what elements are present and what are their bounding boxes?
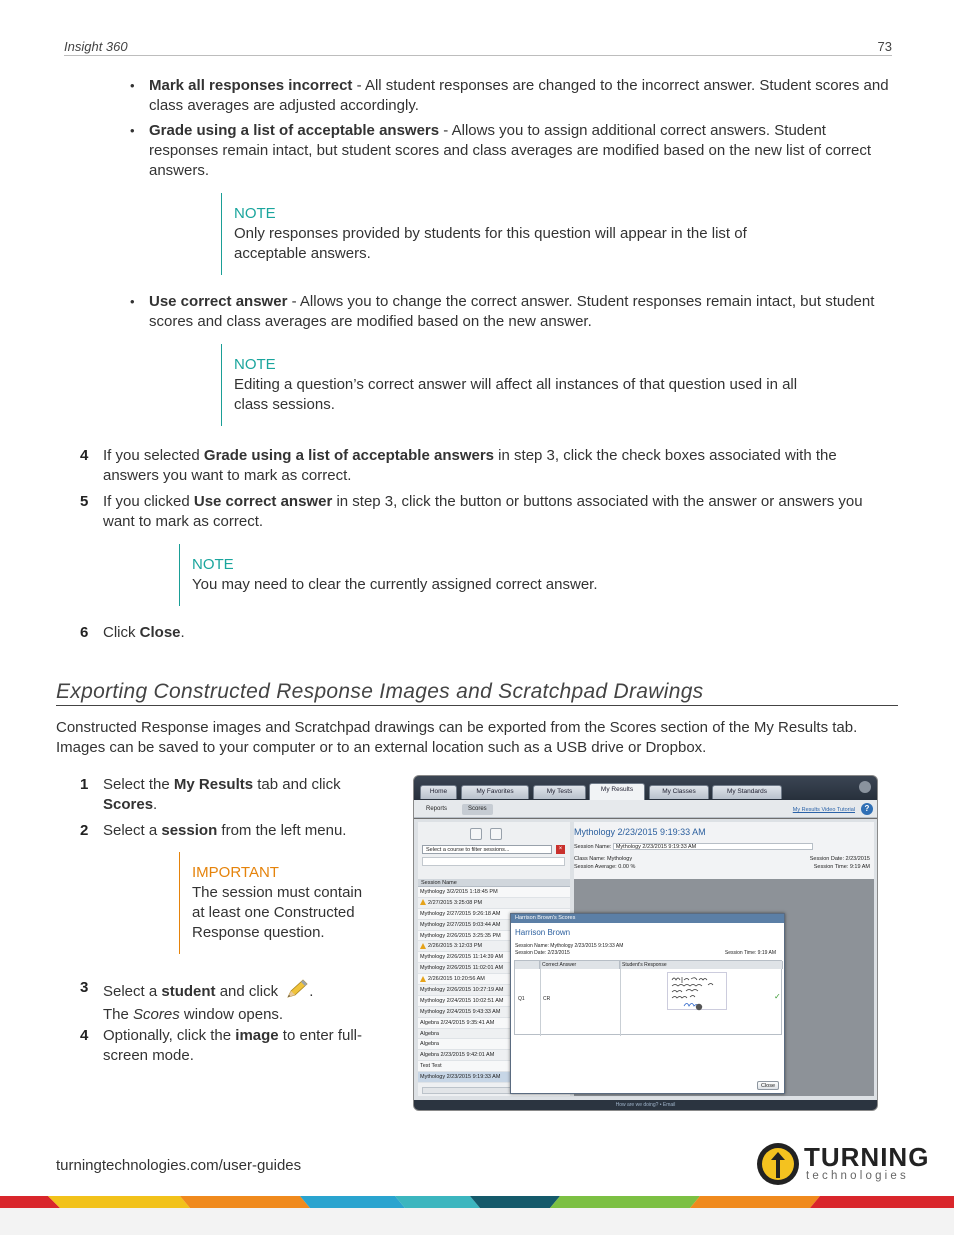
step-text: window opens. (179, 1006, 284, 1023)
session-name-input[interactable]: Mythology 2/23/2015 9:19:33 AM (613, 843, 813, 850)
session-name: Mythology 2/26/2015 10:27:19 AM (420, 987, 504, 994)
note-box (221, 193, 761, 275)
session-row[interactable] (418, 887, 570, 898)
bullet-mark-all-incorrect (131, 76, 891, 116)
step-number: 6 (80, 624, 89, 641)
session-name: Algebra 2/23/2015 9:42:01 AM (420, 1052, 495, 1059)
step-4b (80, 1026, 370, 1066)
session-title: Mythology 2/23/2015 9:19:33 AM (574, 827, 706, 837)
gear-icon[interactable] (859, 781, 871, 793)
session-date: Session Date: 2/23/2015 (809, 856, 870, 862)
footer-url[interactable]: turningtechnologies.com/user-guides (56, 1157, 302, 1174)
step-bold: My Results (173, 776, 254, 793)
session-name: 2/26/2015 10:20:56 AM (428, 976, 485, 983)
app-main (414, 819, 877, 1102)
scores-window (510, 913, 785, 1094)
turning-logo (757, 1140, 929, 1188)
check-icon: ✓ (774, 992, 781, 1001)
logo-arrow-icon (771, 1152, 785, 1178)
session-name: Mythology 2/24/2015 10:02:51 AM (420, 997, 504, 1004)
logo-subtitle: technologies (806, 1170, 909, 1182)
step-number: 3 (80, 979, 89, 996)
bullet-text: - All student responses are changed to the incorrect answer. Student scores and class averages are adjusted accordingly. (149, 77, 889, 114)
table-header-correct: Correct Answer (540, 961, 620, 969)
app-screenshot (413, 775, 878, 1111)
step-text: tab and click (253, 776, 341, 793)
tab-my-favorites[interactable]: My Favorites (461, 785, 529, 799)
step-text: If you clicked (103, 493, 194, 510)
session-name: 2/26/2015 3:12:03 PM (428, 943, 483, 950)
warning-icon (420, 899, 426, 905)
subtab-scores[interactable]: Scores (462, 804, 493, 815)
modal-session-date: Session Date: 2/23/2015 (515, 950, 570, 956)
step-6 (80, 623, 380, 643)
step-text: from the left menu. (217, 822, 347, 839)
export-icon[interactable] (490, 828, 502, 840)
session-name: Mythology 3/2/2015 1:18:45 PM (420, 889, 498, 895)
step-text: If you selected (103, 447, 204, 464)
step-bold: session (161, 822, 218, 839)
session-name: Mythology 2/27/2015 9:26:18 AM (420, 910, 501, 917)
correct-answer: CR (543, 996, 551, 1002)
app-footer[interactable]: How are we doing? • Email (414, 1100, 877, 1110)
step-number: 4 (80, 447, 89, 464)
delete-icon[interactable] (470, 828, 482, 840)
step-text: Optionally, click the (103, 1027, 236, 1044)
step-text: . (180, 624, 185, 641)
step-number: 1 (80, 776, 89, 793)
session-name-row (574, 843, 813, 851)
section-paragraph: Constructed Response images and Scratchpad drawings can be exported from the Scores section of the My Results tab. Images can be saved to your computer or to an external location such as a USB drive or Dropbox. (56, 719, 858, 756)
tab-home[interactable]: Home (420, 785, 457, 799)
warning-icon (420, 976, 426, 982)
note-text: Editing a question’s correct answer will affect all instances of that question used in all class sessions. (234, 376, 798, 413)
session-name: Algebra (420, 1030, 439, 1037)
note-label: NOTE (234, 205, 276, 222)
step-4 (80, 446, 870, 486)
bullet-bold: Mark all responses incorrect (149, 77, 353, 94)
tab-my-tests[interactable]: My Tests (533, 785, 586, 799)
step-text: The (103, 1006, 134, 1023)
logo-wordmark: TURNING (804, 1142, 930, 1172)
bullet-bold: Use correct answer (149, 293, 288, 310)
step-bold: Scores (103, 796, 154, 813)
course-filter-select[interactable]: Select a course to filter sessions... (422, 845, 552, 854)
step-1 (80, 775, 370, 815)
step-number: 5 (80, 493, 89, 510)
step-3 (80, 978, 380, 1025)
important-label: IMPORTANT (192, 864, 279, 881)
table-divider (620, 961, 621, 1036)
app-subtab-bar (414, 800, 877, 818)
session-name: Mythology 2/27/2015 9:03:44 AM (420, 921, 501, 928)
step-bold: image (235, 1027, 279, 1044)
close-button[interactable]: Close (757, 1081, 779, 1090)
section-heading: Exporting Constructed Response Images and Scratchpad Drawings (56, 680, 898, 706)
page-number: 73 (877, 39, 892, 54)
session-name: Mythology 2/26/2015 11:14:39 AM (420, 954, 504, 961)
tab-my-standards[interactable]: My Standards (712, 785, 782, 799)
tab-my-results[interactable]: My Results (589, 783, 645, 800)
tab-my-classes[interactable]: My Classes (649, 785, 709, 799)
step-text: Click (103, 624, 140, 641)
student-response-image[interactable] (667, 972, 727, 1010)
note-text: Only responses provided by students for this question will appear in the list of acceptable answers. (234, 225, 747, 262)
important-box (179, 852, 374, 954)
modal-session-name: Session Name: Mythology 2/23/2015 9:19:33 AM (515, 943, 624, 949)
list-header: Session Name (418, 879, 570, 887)
step-text: in step 3, click the check boxes associated with the answers you want to mark as correct. (103, 447, 837, 484)
pencil-icon (285, 978, 309, 998)
session-name: Mythology 2/24/2015 9:43:33 AM (420, 1008, 501, 1015)
step-text: . (153, 796, 158, 813)
footer-color-bar (0, 1196, 954, 1208)
class-name: Class Name: Mythology (574, 856, 633, 862)
subtab-reports[interactable]: Reports (426, 806, 448, 812)
step-5 (80, 492, 880, 532)
bullet-text: - Allows you to change the correct answer. Student responses remain intact, but student scores and class averages are modified based on the new answer. (149, 293, 875, 330)
session-search-input[interactable] (422, 857, 565, 866)
table-divider (540, 961, 541, 1036)
session-name: Mythology 2/23/2015 9:19:33 AM (420, 1074, 501, 1081)
step-bold: Grade using a list of acceptable answers (203, 447, 495, 464)
document-title: Insight 360 (64, 39, 128, 54)
warning-icon (420, 943, 426, 949)
bullet-text: - Allows you to assign additional correct answers. Student responses remain intact, but student scores and class averages are modified based on the new list of correct answers. (149, 122, 872, 179)
note-box (221, 344, 811, 426)
step-text: in step 3, click the button or buttons associated with the answer or answers you want to mark as correct. (103, 493, 863, 530)
step-italic: Scores (133, 1006, 180, 1023)
session-name: Mythology 2/26/2015 11:02:01 AM (420, 965, 504, 972)
note-label: NOTE (234, 356, 276, 373)
close-icon[interactable]: × (556, 845, 565, 854)
page-header (64, 36, 892, 56)
footer-band (0, 1208, 954, 1235)
session-name: Mythology 2/26/2015 3:25:35 PM (420, 932, 501, 939)
step-number: 2 (80, 822, 89, 839)
table-header-blank (515, 961, 540, 969)
session-name: 2/27/2015 3:25:08 PM (428, 899, 483, 906)
bullet-bold: Grade using a list of acceptable answers (149, 122, 440, 139)
step-text: and click (215, 983, 283, 1000)
step-text: Select a (103, 822, 162, 839)
session-time: Session Time: 9:19 AM (813, 864, 870, 870)
note-label: NOTE (192, 556, 234, 573)
step-number: 4 (80, 1027, 89, 1044)
step-text: to enter full-screen mode. (103, 1027, 363, 1064)
step-text: Select the (103, 776, 174, 793)
student-name: Harrison Brown (515, 928, 571, 937)
app-tab-bar (414, 776, 877, 800)
note-text: You may need to clear the currently assigned correct answer. (192, 576, 598, 593)
note-box (179, 544, 699, 606)
important-text: The session must contain at least one Constructed Response question. (192, 884, 363, 941)
modal-session-time: Session Time: 9:19 AM (724, 950, 776, 956)
step-bold: Close (139, 624, 181, 641)
step-bold: student (161, 983, 216, 1000)
help-icon[interactable]: ? (861, 803, 873, 815)
bullet-use-correct-answer (131, 292, 891, 332)
scores-table (514, 960, 782, 1035)
field-label: Session Name: (574, 844, 612, 850)
step-bold: Use correct answer (193, 493, 333, 510)
bullet-acceptable-answers (131, 121, 891, 181)
session-name: Test Test (420, 1063, 442, 1070)
question-number: Q1 (518, 996, 525, 1002)
table-header-response: Student's Response (620, 961, 783, 969)
session-row[interactable] (418, 898, 570, 909)
session-name: Algebra 2/24/2015 9:35:41 AM (420, 1019, 495, 1026)
step-text: . (309, 983, 314, 1000)
session-name: Algebra (420, 1041, 439, 1048)
session-average: Session Average: 0.00 % (574, 864, 636, 870)
tutorial-link[interactable]: My Results Video Tutorial (792, 807, 855, 813)
scores-window-title: Harrison Brown's Scores (511, 914, 784, 923)
step-text: Select a (103, 983, 162, 1000)
step-2 (80, 821, 380, 841)
